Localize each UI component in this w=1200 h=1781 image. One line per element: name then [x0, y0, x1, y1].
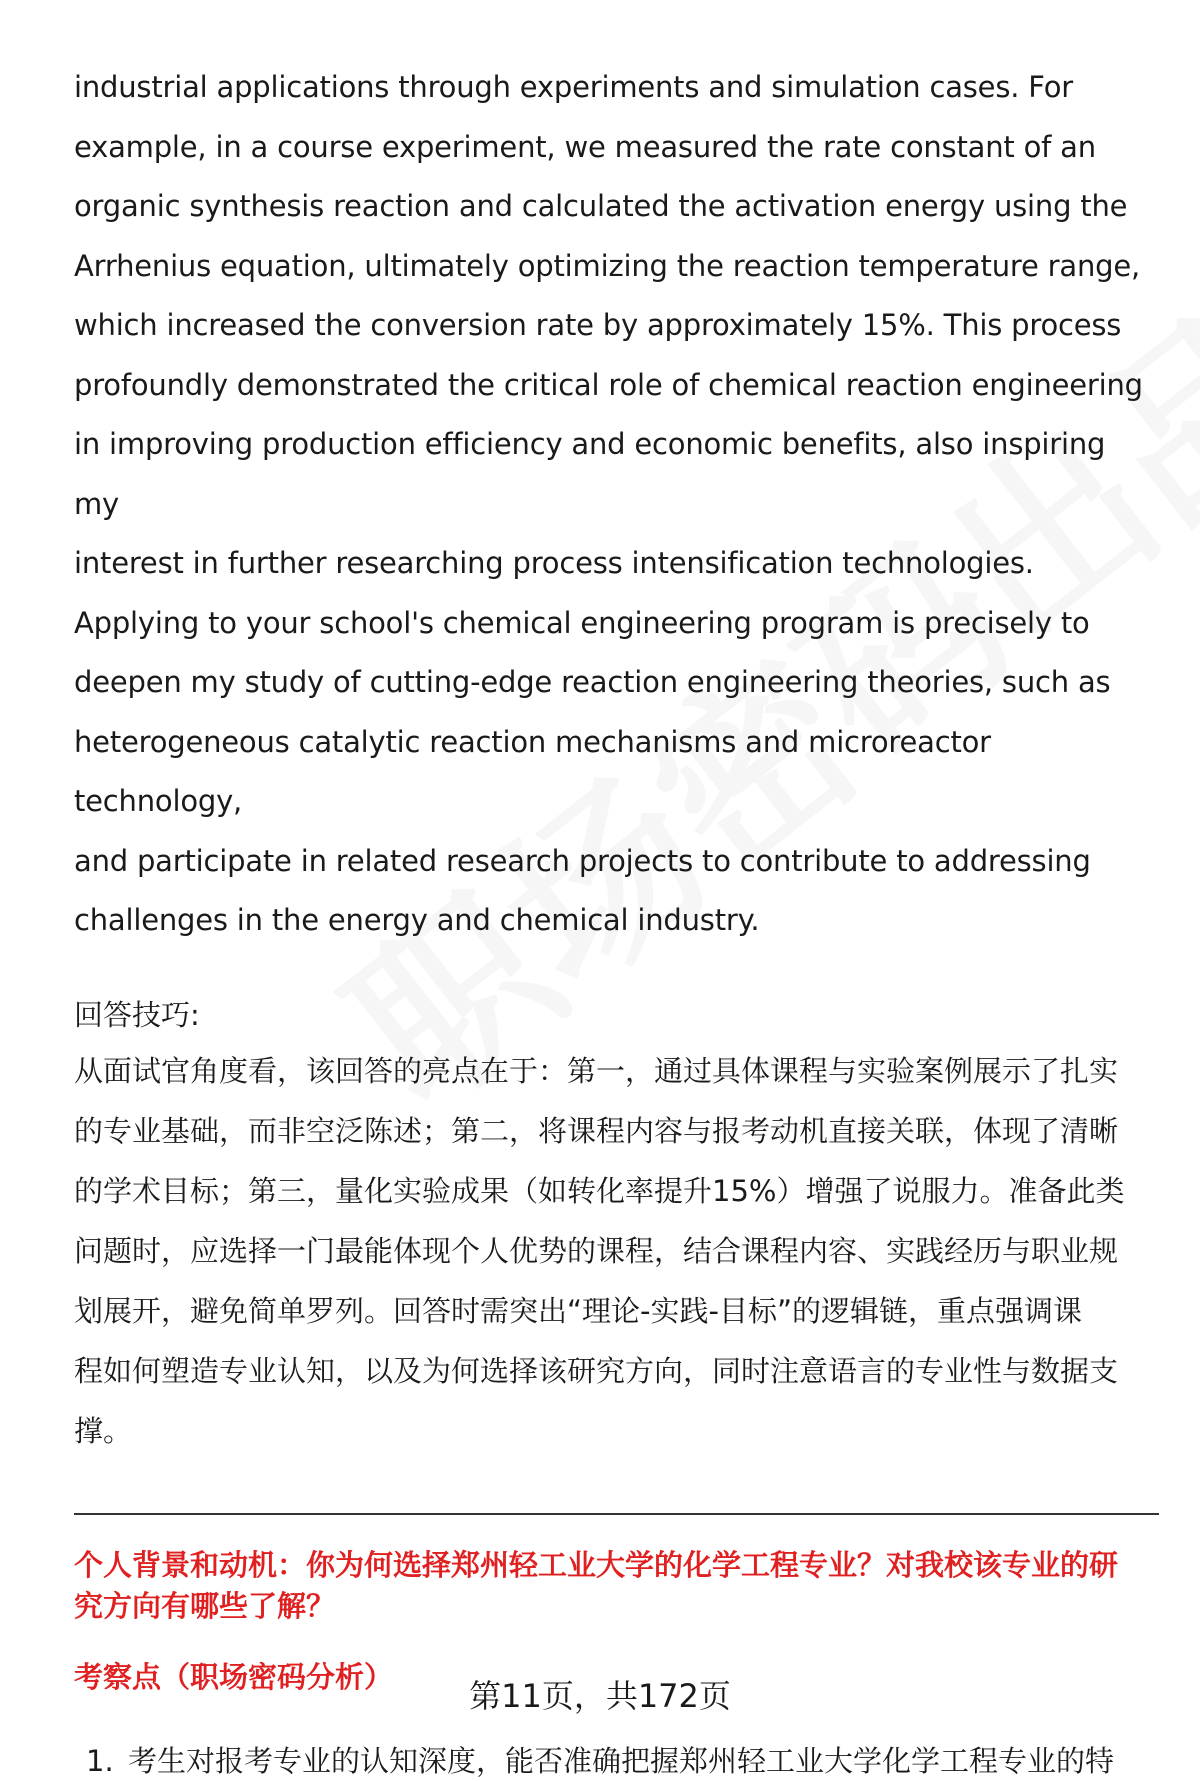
tips-label: 回答技巧:	[74, 997, 200, 1032]
list-item-text: 考生对报考专业的认知深度，能否准确把握郑州轻工业大学化学工程专业的特	[128, 1743, 1115, 1778]
document-page	[74, 58, 1159, 1781]
section-divider	[74, 1513, 1159, 1515]
page-number: 第11页，共172页	[469, 1677, 731, 1715]
section-heading: 考察点（职场密码分析）	[74, 1659, 394, 1694]
question-title: 个人背景和动机：你为何选择郑州轻工业大学的化学工程专业？对我校该专业的研 究方向有哪些了解？	[74, 1547, 1119, 1623]
answer-paragraph: industrial applications through experiments and simulation cases. For example, in a course experiment, we measured the rate constant of an organic synthesis reaction and calculated the activation energy using the Arrhenius equation, ultimately optimizing the reaction temperature range, which increased the conversion rate by approximately 15%. This process profoundly demonstrated the critical role of chemical reaction engineering in improving production efficiency and economic benefits, also inspiring my interest in further researching process intensification technologies. Applying to your school's chemical engineering program is precisely to deepen my study of cutting-edge reaction engineering theories, such as heterogeneous catalytic reaction mechanisms and microreactor technology, and participate in related research projects to contribute to addressing challenges in the energy and chemical industry.	[74, 70, 1143, 937]
list-item-number: 1.	[86, 1743, 114, 1778]
tips-paragraph: 从面试官角度看，该回答的亮点在于：第一，通过具体课程与实验案例展示了扎实 的专业基础，而非空泛陈述；第二，将课程内容与报考动机直接关联，体现了清晰 的学术目标；第三，量化实验成果（如转化率提升15%）增强了说服力。准备此类 问题时，应选择一门最能体现个人优势的课程，结合课程内容、实践经历与职业规 划展开，避免简单罗列。回答时需突出“理论-实践-目标”的逻辑链，重点强调课 程如何塑造专业认知，以及为何选择该研究方向，同时注意语言的专业性与数据支 撑。	[74, 1053, 1125, 1448]
list-item	[86, 1741, 1159, 1781]
